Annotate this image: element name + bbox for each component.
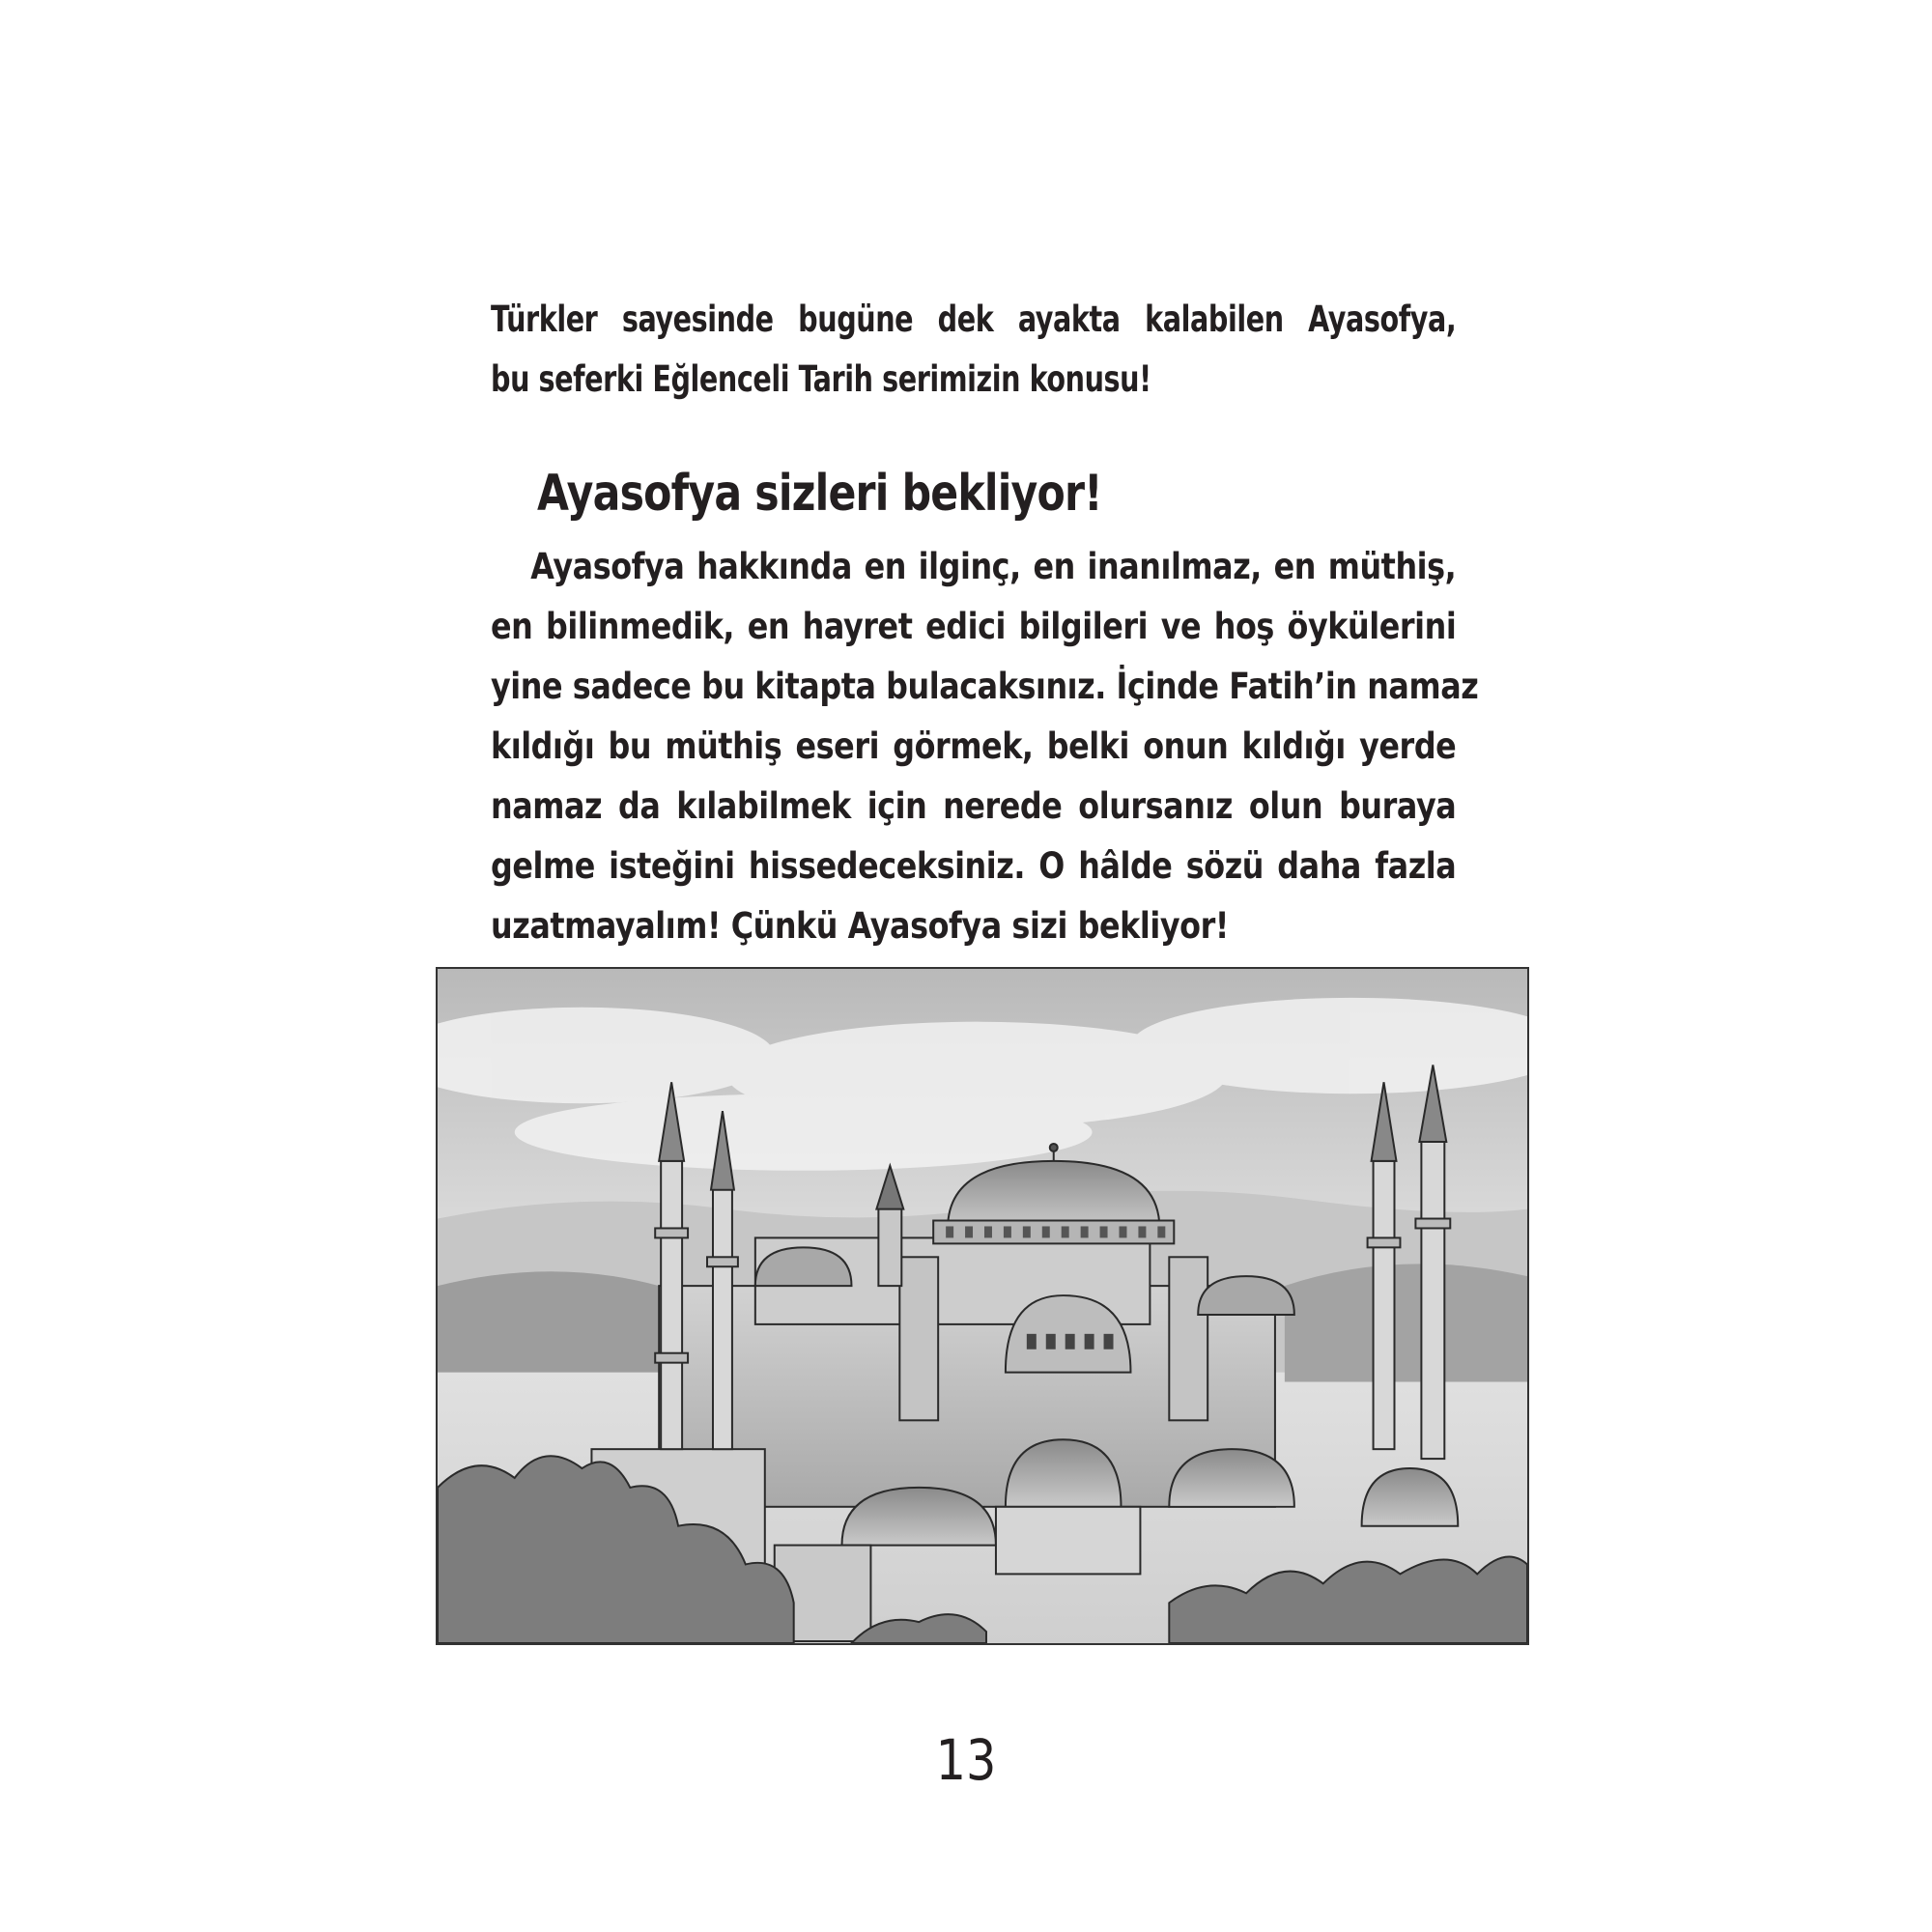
intro-line: Türkler sayesinde bugüne dek ayakta kalabilen Ayasofya, bbox=[491, 298, 1457, 340]
body-line: en bilinmedik, en hayret edici bilgileri ve hoş öykülerini bbox=[491, 606, 1457, 647]
body-line: Ayasofya hakkında en ilginç, en inanılmaz, en müthiş, bbox=[530, 546, 1457, 587]
body-line: kıldığı bu müthiş eseri görmek, belki onun kıldığı yerde bbox=[491, 725, 1457, 767]
body-line: namaz da kılabilmek için nerede olursanız olun buraya bbox=[491, 785, 1457, 827]
hill-right bbox=[1285, 1264, 1527, 1381]
intro-paragraph bbox=[491, 290, 1456, 410]
body-line: uzatmayalım! Çünkü Ayasofya sizi bekliyor! bbox=[491, 905, 1229, 947]
mosque-drawing bbox=[438, 969, 1527, 1643]
hill-left bbox=[438, 1271, 659, 1372]
section-heading: Ayasofya sizleri bekliyor! bbox=[537, 465, 1102, 523]
body-paragraph bbox=[491, 537, 1479, 956]
page-number: 13 bbox=[935, 1727, 997, 1793]
hagia-sophia-illustration bbox=[436, 967, 1529, 1645]
intro-line: bu seferki Eğlenceli Tarih serimizin konusu! bbox=[491, 358, 1151, 400]
body-line: gelme isteğini hissedeceksiniz. O hâlde sözü daha fazla bbox=[491, 845, 1457, 887]
body-line: yine sadece bu kitapta bulacaksınız. İçinde Fatih’in namaz bbox=[491, 666, 1479, 707]
